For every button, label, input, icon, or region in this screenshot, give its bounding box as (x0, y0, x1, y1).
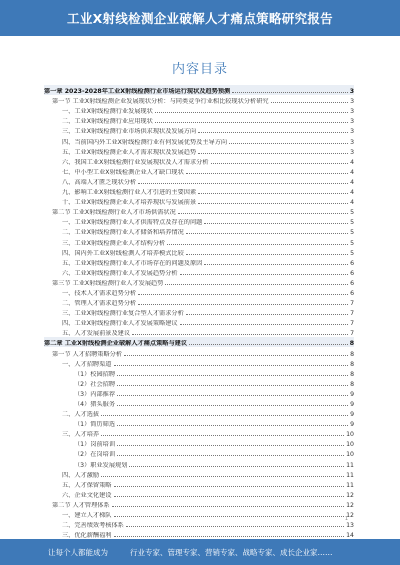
toc-leader-dots (138, 183, 348, 184)
toc-entry-page: 9 (350, 421, 354, 429)
toc-entry[interactable] (44, 247, 354, 257)
toc-entry[interactable] (44, 125, 354, 135)
toc-entry-title: 三、工业X射线检测企业人才结构分析 (62, 239, 166, 247)
toc-entry[interactable] (44, 388, 354, 398)
toc-leader-dots (204, 264, 348, 265)
toc-leader-dots (186, 314, 348, 315)
toc-entry[interactable] (44, 267, 354, 277)
toc-entry-page: 4 (350, 189, 354, 197)
toc-leader-dots (114, 536, 345, 537)
toc-entry[interactable] (44, 378, 354, 388)
toc-entry-page: 10 (346, 451, 354, 459)
report-title: 工业X射线检测企业破解人才痛点策略研究报告 (67, 11, 333, 26)
toc-entry-page: 6 (350, 259, 354, 267)
toc-entry[interactable] (44, 408, 354, 418)
toc-entry-page: 6 (350, 269, 354, 277)
toc-entry[interactable] (44, 519, 354, 529)
toc-entry[interactable] (44, 166, 354, 176)
toc-entry[interactable] (44, 458, 354, 468)
toc-entry-title: 第三节 工业X射线检测行业人才发展趋势 (52, 279, 164, 287)
toc-leader-dots (117, 455, 344, 456)
toc-leader-dots (198, 203, 348, 204)
toc-entry[interactable] (44, 347, 354, 357)
toc-entry-title: 四、当前国内外工业X射线检测行业有何发展优势及主导方向 (62, 138, 228, 146)
toc-entry[interactable] (44, 146, 354, 156)
toc-entry-title: 三、工业X射线检测行业市场供求现状及发展方向 (62, 128, 197, 136)
toc-entry[interactable] (44, 368, 354, 378)
toc-entry-page: 4 (350, 178, 354, 186)
toc-entry[interactable] (44, 236, 354, 246)
toc-entry-page: 5 (350, 249, 354, 257)
toc-entry[interactable] (44, 418, 354, 428)
toc-entry-page: 7 (350, 330, 354, 338)
toc-leader-dots (132, 334, 348, 335)
toc-leader-dots (198, 153, 348, 154)
toc-entry-page: 3 (350, 128, 354, 136)
toc-entry[interactable] (44, 85, 354, 95)
toc-entry-title: 五、工业X射线检测行业人才市场存在的问题及原因 (62, 259, 203, 267)
toc-entry-title: 一、工业X射线检测行业人才供需特点及存在的问题 (62, 219, 203, 227)
toc-entry-title: 二、工业X射线检测行业应用现状 (62, 118, 153, 126)
toc-leader-dots (229, 143, 348, 144)
toc-leader-dots (180, 324, 348, 325)
toc-entry-title: 一、建立人才梯队 (62, 512, 112, 520)
toc-entry[interactable] (44, 206, 354, 216)
toc-entry-title: 一、人才招聘渠道 (62, 360, 112, 368)
toc-entry-title: 五、人才保留策略 (62, 481, 112, 489)
toc-entry-page: 8 (350, 380, 354, 388)
toc-entry-page: 4 (350, 158, 354, 166)
toc-leader-dots (155, 112, 348, 113)
page-number: 1 (344, 516, 348, 522)
toc-entry-title: （1）简历筛选 (74, 421, 116, 429)
toc-entry[interactable] (44, 307, 354, 317)
toc-entry-title: 八、高端人才匮乏现状分析 (62, 178, 137, 186)
toc-entry-page: 6 (350, 289, 354, 297)
toc-leader-dots (167, 244, 348, 245)
report-header (0, 0, 400, 36)
toc-entry-page: 7 (350, 310, 354, 318)
toc-heading: 内容目录 (171, 62, 228, 77)
toc-entry-title: 三、优化薪酬福利 (62, 532, 112, 540)
toc-leader-dots (124, 355, 348, 356)
toc-leader-dots (232, 92, 347, 93)
footer-slogan: 让每个人都能成为 (48, 547, 108, 557)
toc-entry[interactable] (44, 398, 354, 408)
toc-leader-dots (211, 163, 349, 164)
toc-entry-title: 三、人才培养 (62, 431, 100, 439)
toc-entry-title: （2）在岗培训 (74, 451, 116, 459)
toc-entry[interactable] (44, 95, 354, 105)
toc-entry-page: 12 (346, 501, 354, 509)
toc-entry-title: 四、国内外工业X射线检测人才培养模式比较 (62, 249, 184, 257)
toc-entry-page: 3 (350, 148, 354, 156)
toc-entry[interactable] (44, 216, 354, 226)
toc-entry[interactable] (44, 428, 354, 438)
toc-entry-title: （3）职业发展规划 (74, 461, 128, 469)
toc-entry-title: 七、中小型工业X射线检测企业人才缺口现状 (62, 168, 184, 176)
toc-leader-dots (101, 415, 348, 416)
toc-entry-title: 第一节 工业X射线检测企业发展现状分析：与同类竞争行业相比较现状分析研究 (52, 98, 269, 106)
toc-leader-dots (114, 365, 349, 366)
toc-entry-title: 二、工业X射线检测行业人才储备和培养情况 (62, 229, 184, 237)
toc-entry-title: （1）校园招聘 (74, 370, 116, 378)
toc-entry-title: 六、企业文化建设 (62, 491, 112, 499)
toc-entry[interactable] (44, 448, 354, 458)
toc-entry-page: 8 (350, 370, 354, 378)
toc-entry[interactable] (44, 489, 354, 499)
toc-entry[interactable] (44, 186, 354, 196)
toc-entry[interactable] (44, 479, 354, 489)
toc-entry-page: 3 (350, 118, 354, 126)
toc-leader-dots (114, 486, 345, 487)
toc-entry-page: 10 (346, 441, 354, 449)
toc-entry-page: 9 (350, 401, 354, 408)
toc-leader-dots (180, 274, 348, 275)
toc-entry[interactable] (44, 277, 354, 287)
toc-entry-page: 11 (346, 481, 354, 489)
toc-entry[interactable] (44, 499, 354, 509)
toc-entry-title: 五、工业X射线检测企业人才需求现状及发展趋势 (62, 148, 197, 156)
toc-entry-title: 五、人才发展前景及建议 (62, 330, 131, 338)
toc-entry-title: （3）内部推荐 (74, 390, 116, 398)
toc-entry-page: 8 (349, 340, 354, 348)
toc-leader-dots (138, 294, 348, 295)
toc-entry-title: 第二章 工业X射线检测企业破解人才痛点策略与建议 (44, 340, 188, 348)
toc-entry-title: 第一章 2023-2028年工业X射线检测行业市场运行现状及趋势预测 (44, 88, 231, 96)
toc-leader-dots (112, 506, 344, 507)
toc-entry-page: 4 (350, 168, 354, 176)
toc-entry[interactable] (44, 105, 354, 115)
toc-entry-title: 二、人才选拔 (62, 411, 100, 419)
toc-entry-page: 3 (350, 108, 354, 116)
toc-entry[interactable] (44, 196, 354, 206)
toc-leader-dots (101, 476, 344, 477)
toc-entry-page: 7 (350, 300, 354, 308)
toc-entry-page: 14 (346, 532, 354, 540)
toc-entry[interactable] (44, 529, 354, 539)
toc-entry-page: 5 (350, 219, 354, 227)
toc-entry[interactable] (44, 327, 354, 337)
toc-leader-dots (117, 375, 348, 376)
toc-leader-dots (186, 233, 348, 234)
toc-entry-title: 第二节 工业X射线检测行业人才市场供需状况 (52, 209, 176, 217)
toc-entry[interactable] (44, 156, 354, 166)
toc-entry-title: 九、影响工业X射线检测行业人才引进的主要因素 (62, 189, 197, 197)
toc-entry-title: 第二节 人才管理体系 (52, 501, 110, 509)
toc-entry[interactable] (44, 257, 354, 267)
toc-entry-page: 11 (346, 461, 354, 469)
toc-entry[interactable] (44, 317, 354, 327)
toc-leader-dots (117, 395, 348, 396)
toc-entry-page: 7 (350, 320, 354, 328)
toc-entry-title: 四、工业X射线检测行业人才发展策略建议 (62, 320, 178, 328)
toc-entry-page: 13 (346, 522, 354, 530)
toc-entry[interactable] (44, 176, 354, 186)
toc-entry-page: 4 (350, 199, 354, 207)
toc-leader-dots (114, 516, 345, 517)
toc-entry-page: 12 (346, 491, 354, 499)
toc-entry-page: 9 (350, 390, 354, 398)
toc-entry-title: （4）猎头服务 (74, 401, 116, 408)
toc-leader-dots (101, 435, 344, 436)
toc-entry-page: 3 (350, 98, 354, 106)
toc-entry-page: 9 (350, 411, 354, 419)
toc-entry-title: 六、我国工业X射线检测行业发展现状及人才需求分析 (62, 158, 209, 166)
toc-entry[interactable] (44, 509, 354, 519)
toc-entry-title: 六、工业X射线检测行业人才发展趋势分析 (62, 269, 178, 277)
toc-entry-page: 3 (349, 88, 354, 96)
toc-leader-dots (198, 193, 348, 194)
toc-leader-dots (204, 223, 348, 224)
toc-entry[interactable] (44, 287, 354, 297)
toc-entry-title: 三、工业X射线检测行业复合型人才需求分析 (62, 310, 184, 318)
toc-leader-dots (114, 496, 345, 497)
toc-leader-dots (129, 466, 344, 467)
toc-entry-title: 二、管理人才需求趋势分析 (62, 300, 137, 308)
toc-entry-title: （1）岗前培训 (74, 441, 116, 449)
toc-leader-dots (178, 213, 348, 214)
toc-entry-page: 10 (346, 431, 354, 439)
toc-entry-title: 二、完善绩效考核体系 (62, 522, 124, 530)
toc-entry-title: 十、工业X射线检测企业人才培养现状与发展前景 (62, 199, 197, 207)
report-footer (0, 539, 400, 565)
toc-leader-dots (186, 254, 348, 255)
toc-entry-page: 11 (346, 471, 354, 479)
toc-entry-page: 3 (350, 138, 354, 146)
toc-entry[interactable] (44, 115, 354, 125)
toc-leader-dots (117, 425, 348, 426)
toc-entry-page: 8 (350, 360, 354, 368)
toc-leader-dots (138, 304, 348, 305)
toc-entry[interactable] (44, 438, 354, 448)
toc-entry[interactable] (44, 469, 354, 479)
toc-leader-dots (198, 132, 348, 133)
toc-entry-page: 5 (350, 209, 354, 217)
toc-entry-title: （2）社会招聘 (74, 380, 116, 388)
table-of-contents (44, 85, 354, 539)
toc-entry[interactable] (44, 135, 354, 145)
toc-leader-dots (117, 405, 348, 406)
toc-leader-dots (126, 526, 344, 527)
toc-entry[interactable] (44, 226, 354, 236)
toc-entry-title: 一、技术人才需求趋势分析 (62, 289, 137, 297)
toc-leader-dots (189, 344, 348, 345)
footer-tagline: 行业专家、管理专家、营销专家、战略专家、成长企业家…… (130, 547, 333, 557)
toc-entry-page: 5 (350, 239, 354, 247)
toc-entry[interactable] (44, 337, 354, 347)
toc-leader-dots (165, 284, 348, 285)
toc-entry-page: 12 (346, 512, 354, 520)
toc-entry-title: 一、工业X射线检测行业发展现状 (62, 108, 153, 116)
toc-entry-page: 8 (350, 350, 354, 358)
toc-leader-dots (117, 445, 344, 446)
toc-leader-dots (117, 385, 348, 386)
toc-entry-title: 第一节 人才招聘策略分析 (52, 350, 123, 358)
toc-leader-dots (186, 173, 348, 174)
toc-leader-dots (155, 122, 348, 123)
toc-leader-dots (271, 102, 348, 103)
toc-entry-page: 6 (350, 279, 354, 287)
toc-entry-page: 5 (350, 229, 354, 237)
toc-entry-title: 四、人才激励 (62, 471, 100, 479)
toc-entry[interactable] (44, 358, 354, 368)
toc-entry[interactable] (44, 297, 354, 307)
